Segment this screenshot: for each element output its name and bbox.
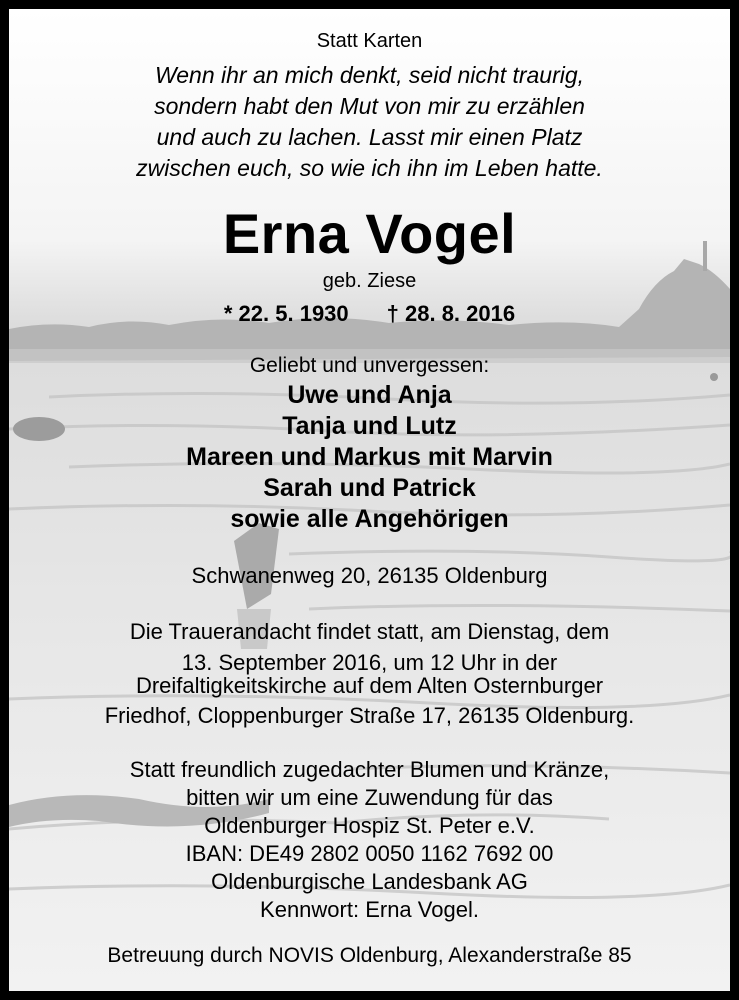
donation-line: Oldenburger Hospiz St. Peter e.V. (204, 813, 535, 838)
mourner-line: sowie alle Angehörigen (230, 505, 509, 533)
footer-undertaker: Betreuung durch NOVIS Oldenburg, Alexanderstraße 85 (107, 944, 632, 967)
obituary-content (9, 9, 730, 991)
service-line: Die Trauerandacht findet statt, am Dienstag, dem (129, 619, 610, 644)
birth-date: * 22. 5. 1930 (223, 301, 349, 326)
donation-keyword: Kennwort: Erna Vogel. (260, 897, 479, 922)
donation-line: bitten wir um eine Zuwendung für das (186, 785, 553, 810)
mourner-line: Tanja und Lutz (282, 412, 457, 440)
mourner-line: Sarah und Patrick (263, 474, 476, 502)
quote-line: sondern habt den Mut von mir zu erzählen (154, 93, 585, 119)
mourners-intro: Geliebt und unvergessen: (249, 354, 490, 377)
death-date: † 28. 8. 2016 (386, 301, 516, 326)
donation-line: Oldenburgische Landesbank AG (211, 869, 528, 894)
notice-frame (9, 9, 730, 991)
mourner-line: Mareen und Markus mit Marvin (186, 443, 553, 471)
deceased-name: Erna Vogel (222, 202, 517, 265)
service-line: Friedhof, Cloppenburger Straße 17, 26135 Oldenburg. (104, 703, 635, 728)
birth-name: geb. Ziese (322, 270, 417, 292)
quote-line: Wenn ihr an mich denkt, seid nicht traurig, (154, 62, 585, 88)
address: Schwanenweg 20, 26135 Oldenburg (191, 563, 548, 588)
mourner-line: Uwe und Anja (287, 381, 452, 409)
quote-line: zwischen euch, so wie ich ihn im Leben hatte. (136, 155, 603, 181)
service-line: Dreifaltigkeitskirche auf dem Alten Osternburger (135, 673, 604, 698)
donation-line: Statt freundlich zugedachter Blumen und Kränze, (129, 757, 610, 782)
service-line: 13. September 2016, um 12 Uhr in der (181, 650, 558, 675)
header-text: Statt Karten (316, 30, 423, 52)
life-dates (9, 301, 730, 327)
quote-line: und auch zu lachen. Lasst mir einen Platz (156, 124, 583, 150)
donation-iban: IBAN: DE49 2802 0050 1162 7692 00 (185, 841, 554, 866)
